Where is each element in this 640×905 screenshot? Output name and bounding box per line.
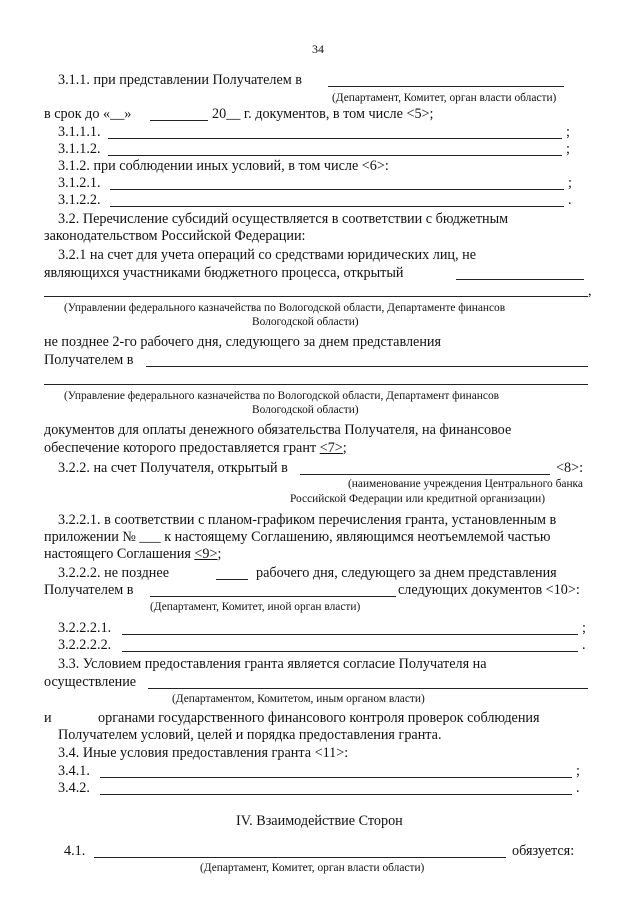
- clause-3-1-2-2: 3.1.2.2.: [58, 192, 101, 208]
- clause-4-1-obliged: обязуется:: [512, 843, 575, 859]
- punctuation: ;: [217, 546, 222, 562]
- footnote-8: <8>:: [556, 460, 584, 476]
- blank-line: [328, 86, 564, 87]
- clause-3-2-1: 3.2.1 на счет для учета операций со средствами юридических лиц, не: [58, 247, 476, 263]
- blank-line: [94, 857, 506, 858]
- blank-line: [300, 474, 550, 475]
- blank-line: [44, 296, 588, 297]
- note-department-4: (Департамент, Комитет, орган власти области): [200, 862, 425, 874]
- note-treasury-cont: Вологодской области): [252, 316, 359, 328]
- deadline-text: в срок до «__»: [44, 106, 132, 122]
- blank-line: [456, 279, 584, 280]
- clause-3-1-1-1: 3.1.1.1.: [58, 124, 101, 140]
- clause-3-2-1-recipient: Получателем в: [44, 352, 134, 368]
- punctuation: .: [582, 637, 586, 653]
- deadline-year-text: 20__ г. документов, в том числе <5>;: [212, 106, 434, 122]
- text-fragment: настоящего Соглашения: [44, 546, 191, 562]
- clause-3-4-1: 3.4.1.: [58, 763, 90, 779]
- clause-3-2-2-1-cont: приложении № ___ к настоящему Соглашению, являющимся неотъемлемой частью: [44, 529, 551, 545]
- clause-3-2-2-2-1: 3.2.2.2.1.: [58, 620, 112, 636]
- note-department: (Департамент, Комитет, орган власти области): [332, 92, 557, 104]
- note-treasury-2: (Управление федерального казначейства по Вологодской области, Департамент финансов: [64, 390, 500, 402]
- clause-3-2-2-2-cont: рабочего дня, следующего за днем представления: [256, 565, 557, 581]
- clause-3-1-1: 3.1.1. при представлении Получателем в: [58, 72, 302, 88]
- blank-line: [150, 596, 396, 597]
- clause-3-2-2: 3.2.2. на счет Получателя, открытый в: [58, 460, 288, 476]
- blank-line: [110, 206, 564, 207]
- footnote-9-link[interactable]: <9>: [194, 546, 218, 562]
- footnote-7-link[interactable]: <7>: [319, 440, 343, 456]
- clause-3-3: 3.3. Условием предоставления гранта является согласие Получателя на: [58, 656, 487, 672]
- clause-3-2-1-docs: документов для оплаты денежного обязательства Получателя, на финансовое: [44, 422, 512, 438]
- clause-3-2-2-1-end: [44, 546, 221, 562]
- blank-line: [216, 579, 248, 580]
- blank-line: [148, 688, 588, 689]
- clause-3-4: 3.4. Иные условия предоставления гранта <11>:: [58, 745, 349, 761]
- clause-3-3-cont: осуществление: [44, 674, 137, 690]
- clause-3-1-2-1: 3.1.2.1.: [58, 175, 101, 191]
- clause-3-2-2-1: 3.2.2.1. в соответствии с планом-графиком перечисления гранта, установленным в: [58, 512, 557, 528]
- note-department-3: (Департаментом, Комитетом, иным органом власти): [172, 693, 425, 705]
- clause-3-2-cont: законодательством Российской Федерации:: [44, 228, 306, 244]
- punctuation: .: [568, 192, 572, 208]
- clause-3-3-end: Получателем условий, целей и порядка предоставления гранта.: [58, 727, 442, 743]
- punctuation: ;: [568, 175, 572, 191]
- blank-line: [100, 777, 572, 778]
- clause-3-3-control: органами государственного финансового контроля проверок соблюдения: [98, 710, 540, 726]
- punctuation: ;: [566, 141, 570, 157]
- clause-3-2-2-2-recipient: Получателем в: [44, 582, 134, 598]
- punctuation: ;: [342, 440, 347, 456]
- punctuation: ,: [588, 283, 592, 299]
- clause-3-2-1-cont: являющихся участниками бюджетного процесса, открытый: [44, 265, 404, 281]
- blank-line: [108, 155, 562, 156]
- note-department-2: (Департамент, Комитет, иной орган власти): [150, 601, 361, 613]
- blank-line: [110, 189, 564, 190]
- blank-line: [100, 794, 572, 795]
- clause-3-1-1-2: 3.1.1.2.: [58, 141, 101, 157]
- note-bank-cont: Российской Федерации или кредитной организации): [290, 493, 546, 505]
- clause-4-1: 4.1.: [64, 843, 86, 859]
- note-treasury-2-cont: Вологодской области): [252, 404, 359, 416]
- clause-3-1-2: 3.1.2. при соблюдении иных условий, в том числе <6>:: [58, 158, 389, 174]
- blank-line: [108, 138, 562, 139]
- blank-line: [146, 366, 588, 367]
- clause-3-2-2-2: 3.2.2.2. не позднее: [58, 565, 169, 581]
- clause-3-3-and: и: [44, 710, 52, 726]
- page-number: 34: [312, 42, 324, 56]
- note-bank: (наименование учреждения Центрального банка: [348, 478, 583, 490]
- punctuation: .: [576, 780, 580, 796]
- clause-3-2-2-2-docs: следующих документов <10>:: [398, 582, 580, 598]
- text-fragment: обеспечение которого предоставляется грант: [44, 440, 317, 456]
- punctuation: ;: [566, 124, 570, 140]
- punctuation: ;: [582, 620, 586, 636]
- section-heading: IV. Взаимодействие Сторон: [236, 813, 403, 829]
- blank-line: [122, 634, 578, 635]
- clause-3-2-1-docs-cont: [44, 440, 347, 456]
- clause-3-4-2: 3.4.2.: [58, 780, 90, 796]
- clause-3-2-2-2-2: 3.2.2.2.2.: [58, 637, 112, 653]
- blank-line: [150, 120, 208, 121]
- blank-line: [122, 651, 578, 652]
- clause-3-2-1-deadline: не позднее 2-го рабочего дня, следующего за днем представления: [44, 334, 442, 350]
- punctuation: ;: [576, 763, 580, 779]
- blank-line: [44, 384, 588, 385]
- note-treasury: (Управлении федерального казначейства по Вологодской области, Департаменте финансов: [64, 302, 506, 314]
- clause-3-2: 3.2. Перечисление субсидий осуществляется в соответствии с бюджетным: [58, 211, 509, 227]
